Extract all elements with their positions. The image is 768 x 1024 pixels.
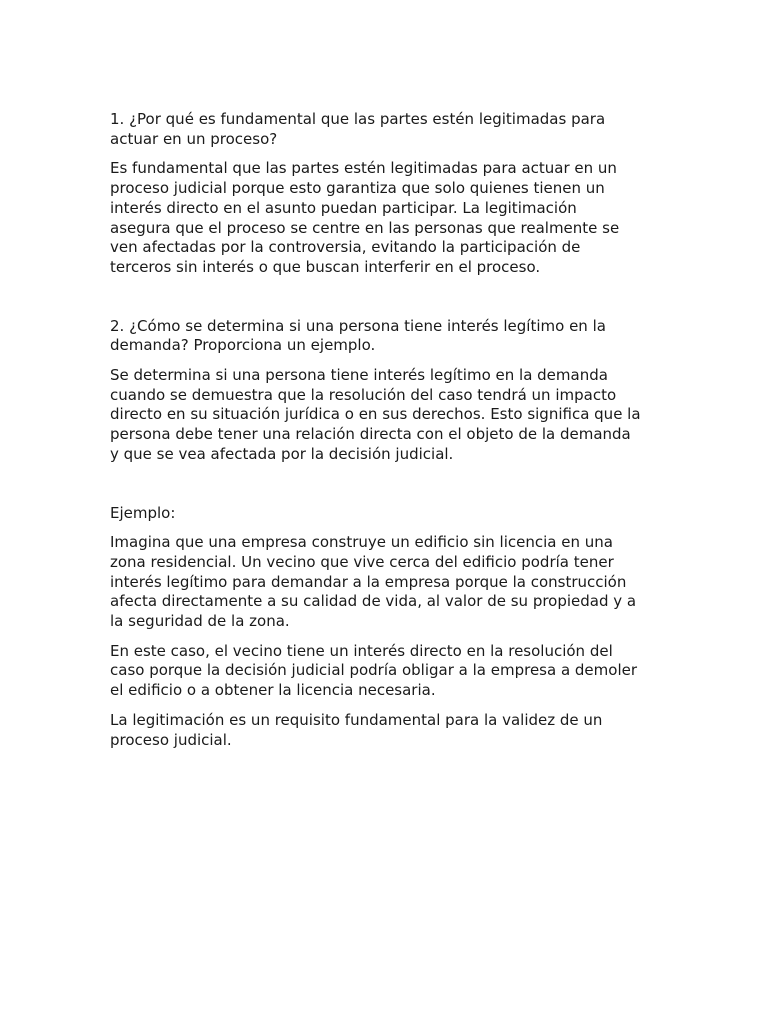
question-1: 1. ¿Por qué es fundamental que las partes estén legitimadas para actuar en un proceso?	[110, 110, 606, 148]
spacer	[110, 278, 662, 317]
spacer	[110, 523, 662, 533]
answer-1: Es fundamental que las partes estén legitimadas para actuar en un proceso judicial porque esto garantiza que solo quienes tienen un interés directo en el asunto puedan participar. La legitimación asegura que el proceso se centre en las personas que realmente se ven afectadas por la controversia, evitando la participación de terceros sin interés o que buscan interferir en el proceso.	[110, 159, 620, 276]
example-text: Imagina que una empresa construye un edificio sin licencia en una zona residencial. Un vecino que vive cerca del edificio podría tener interés legítimo para demandar a la empresa porque la construcción afecta directamente a su calidad de vida, al valor de su propiedad y a la seguridad de la zona.	[110, 533, 637, 631]
example-heading: Ejemplo:	[110, 503, 176, 522]
final-statement: La legitimación es un requisito fundamental para la validez de un proceso judicial.	[110, 710, 603, 749]
spacer	[110, 701, 662, 711]
spacer	[110, 356, 662, 366]
spacer	[110, 632, 662, 642]
question-2: 2. ¿Cómo se determina si una persona tiene interés legítimo en la demanda? Proporciona un ejemplo.	[110, 316, 606, 355]
answer-2: Se determina si una persona tiene interés legítimo en la demanda cuando se demuestra que la resolución del caso tendrá un impacto directo en su situación jurídica o en sus derechos. Esto significa que la persona debe tener una relación directa con el objeto de la demanda y que se vea afectada por la decisión judicial.	[110, 366, 641, 463]
example-conclusion: En este caso, el vecino tiene un interés directo en la resolución del caso porque la decisión judicial podría obligar a la empresa a demoler el edificio o a obtener la licencia necesaria.	[110, 641, 638, 700]
document-page	[110, 110, 662, 750]
spacer	[110, 465, 662, 504]
spacer	[110, 149, 662, 159]
